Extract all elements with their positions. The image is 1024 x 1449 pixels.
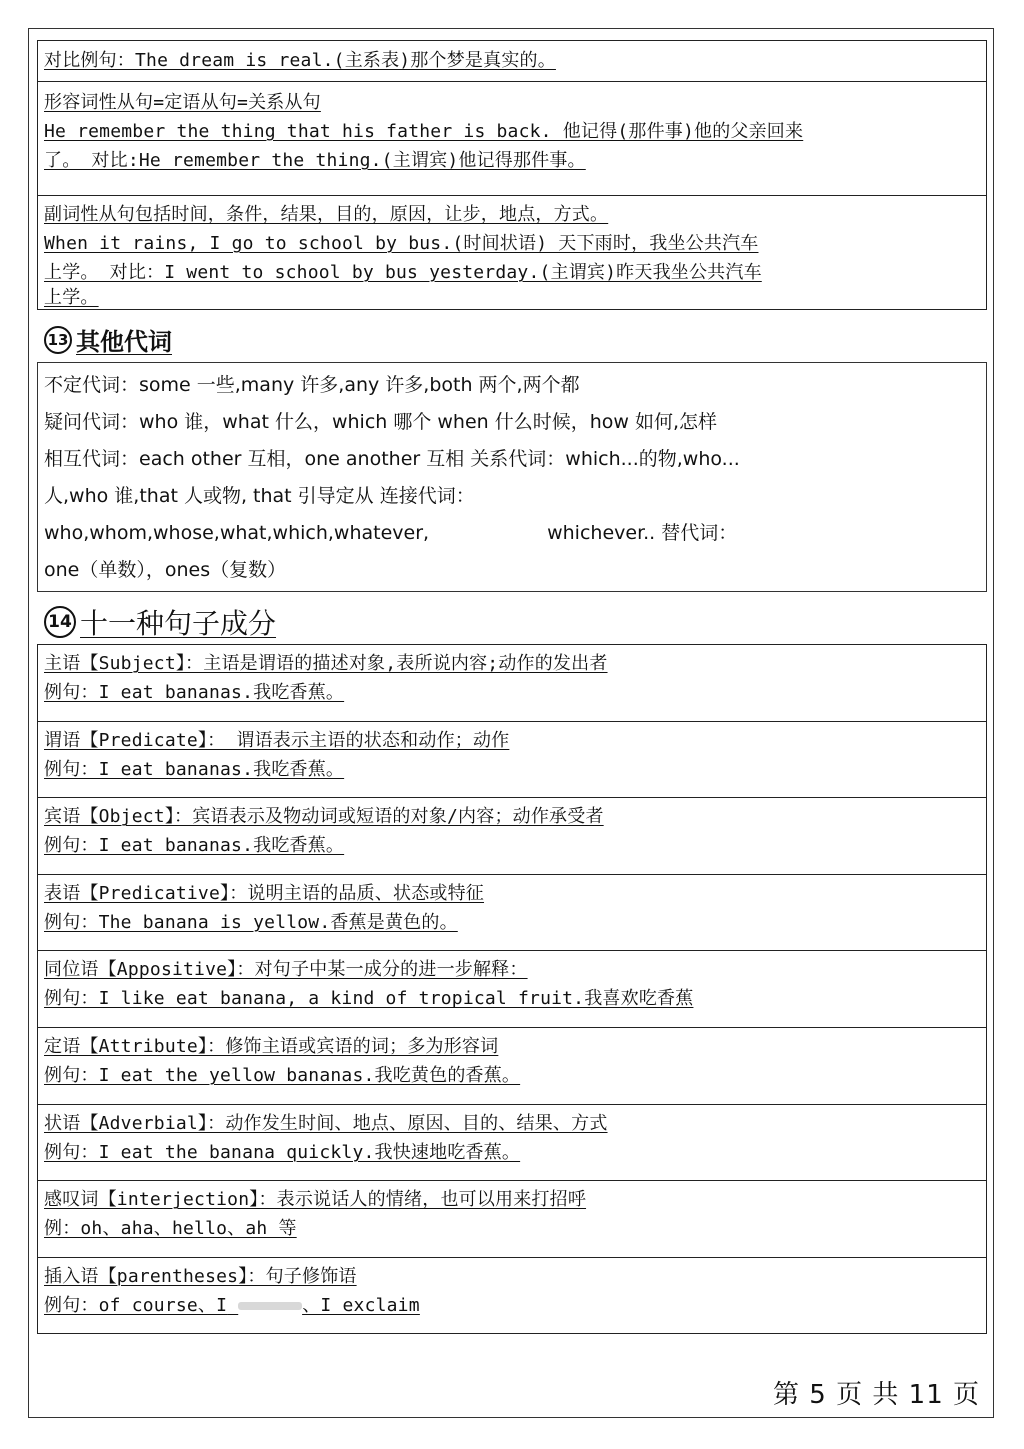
section-title: 其他代词 <box>76 328 172 356</box>
component-row-appositive <box>38 951 986 1028</box>
clause-line: 上学。 对比：I went to school by bus yesterday.(主谓宾)昨天我坐公共汽车 <box>44 262 762 283</box>
component-example: 例句：I eat the banana quickly.我快速地吃香蕉。 <box>44 1141 521 1163</box>
component-definition: 感叹词【interjection】：表示说话人的情绪，也可以用来打招呼 <box>44 1189 587 1211</box>
clause-line: When it rains, I go to school by bus.(时间状语) 天下雨时，我坐公共汽车 <box>44 233 759 254</box>
pronoun-line-5b: whichever.. 替代词： <box>547 522 738 544</box>
page-number: 第 5 页 共 11 页 <box>773 1380 980 1410</box>
component-row-parentheses <box>38 1258 986 1335</box>
component-example: 例句：I eat the yellow bananas.我吃黄色的香蕉。 <box>44 1065 521 1086</box>
clause-line: 了。 对比:He remember the thing.(主谓宾)他记得那件事。 <box>44 150 586 171</box>
component-example: 例句：I eat bananas.我吃香蕉。 <box>44 758 345 780</box>
component-example: 例：oh、aha、hello、ah 等 <box>44 1218 297 1240</box>
clause-line: 副词性从句包括时间，条件，结果，目的，原因，让步，地点，方式。 <box>44 204 609 225</box>
example-start: 例句：of course、I <box>44 1294 228 1316</box>
component-definition: 同位语【Appositive】：对句子中某一成分的进一步解释： <box>44 959 528 981</box>
component-row-object <box>38 798 986 875</box>
component-row-adverbial <box>38 1105 986 1182</box>
blurred-text <box>238 1302 302 1310</box>
component-definition: 主语【Subject】：主语是谓语的描述对象,表所说内容;动作的发出者 <box>44 653 608 674</box>
component-definition: 宾语【Object】：宾语表示及物动词或短语的对象/内容；动作承受者 <box>44 806 604 828</box>
pronoun-line-4: 人,who 谁,that 人或物, that 引导定从 连接代词： <box>44 485 475 507</box>
component-definition: 表语【Predicative】：说明主语的品质、状态或特征 <box>44 882 485 904</box>
component-row-predicate <box>38 722 986 799</box>
component-definition: 插入语【parentheses】：句子修饰语 <box>44 1265 357 1287</box>
component-definition: 定语【Attribute】：修饰主语或宾语的词；多为形容词 <box>44 1036 499 1057</box>
section-number: 13 <box>44 326 72 354</box>
component-row-predicative <box>38 875 986 952</box>
pronoun-line-1: 不定代词：some 一些,many 许多,any 许多,both 两个,两个都 <box>44 374 580 396</box>
clause-cell-3 <box>38 196 986 311</box>
component-example: 例句：I like eat banana, a kind of tropical fruit.我喜欢吃香蕉 <box>44 988 694 1010</box>
clause-cell-2 <box>38 82 986 196</box>
component-row-subject <box>38 645 986 722</box>
clause-line: He remember the thing that his father is back. 他记得(那件事)他的父亲回来 <box>44 121 804 142</box>
component-definition: 谓语【Predicate】： 谓语表示主语的状态和动作；动作 <box>44 729 510 751</box>
section-title: 十一种句子成分 <box>80 607 277 640</box>
component-example: 例句：The banana is yellow.香蕉是黄色的。 <box>44 911 458 933</box>
pronoun-line-5 <box>44 515 980 552</box>
pronoun-box <box>37 362 987 592</box>
component-row-attribute <box>38 1028 986 1105</box>
section-14-heading <box>44 602 276 642</box>
pronoun-line-6: one（单数），ones（复数） <box>44 559 287 581</box>
component-example: 例句：I eat bananas.我吃香蕉。 <box>44 835 345 857</box>
component-example: 例句：I eat bananas.我吃香蕉。 <box>44 682 345 703</box>
component-example <box>44 1295 420 1316</box>
clause-line: 形容词性从句=定语从句=关系从句 <box>44 92 321 113</box>
sentence-components-table <box>37 644 987 1334</box>
pronoun-line-5a: who,whom,whose,what,which,whatever, <box>44 522 430 544</box>
pronoun-line-3: 相互代词：each other 互相，one another 互相 关系代词：which...的物,who... <box>44 448 740 470</box>
clause-table <box>37 40 987 310</box>
section-number: 14 <box>44 606 76 638</box>
component-row-interjection <box>38 1181 986 1258</box>
example-end: 、I exclaim <box>302 1294 420 1316</box>
clause-cell-1 <box>38 41 986 82</box>
component-definition: 状语【Adverbial】：动作发生时间、地点、原因、目的、结果、方式 <box>44 1112 608 1134</box>
section-13-heading <box>44 322 172 357</box>
pronoun-line-2: 疑问代词：who 谁，what 什么，which 哪个 when 什么时候，how 如何,怎样 <box>44 411 718 433</box>
clause-line: 上学。 <box>44 287 99 308</box>
clause-line: 对比例句：The dream is real.(主系表)那个梦是真实的。 <box>44 50 556 71</box>
